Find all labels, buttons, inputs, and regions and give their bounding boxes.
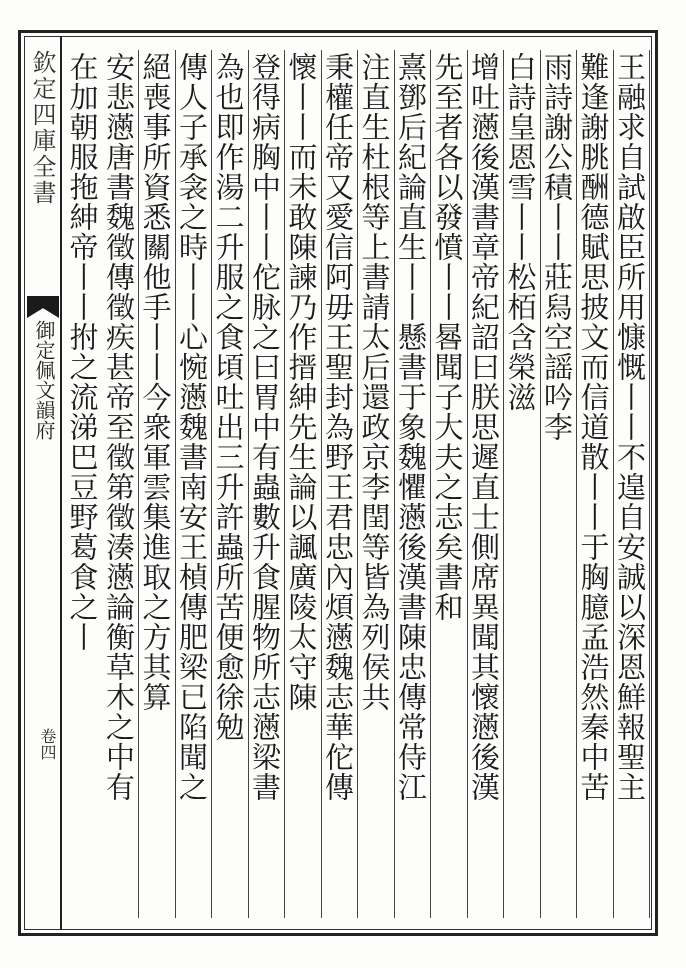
text-column xyxy=(103,50,140,918)
column-text: 注直生杜根等上書請太后還政京李閏等皆為列侯共 xyxy=(358,52,392,712)
column-text: 熹鄧后紀論直生丨丨懸書于象魏懼懣後漢書陳忠傳常侍江 xyxy=(394,52,428,802)
column-text: 在加朝服拖紳帝丨丨拊之流涕巴豆野葛食之丨 xyxy=(66,52,100,652)
text-column xyxy=(322,50,359,918)
text-column xyxy=(285,50,322,918)
text-column xyxy=(249,50,286,918)
column-text: 雨詩謝公積丨丨莊舄空謡吟李 xyxy=(540,52,574,442)
text-column xyxy=(504,50,541,918)
text-column xyxy=(577,50,614,918)
column-text: 增吐懣後漢書章帝紀詔曰朕思遲直士側席異聞其懷懣後漢 xyxy=(467,52,501,802)
column-text: 登得病胸中丨丨佗脉之曰胃中有蟲數升食腥物所志懣梁書 xyxy=(248,52,282,802)
column-text: 安悲懣唐書魏徵傳徵疾甚帝至徵第徵湊懣論衡草木之中有 xyxy=(102,52,136,802)
column-text: 王融求自試啟臣所用慷慨丨丨不遑自安誠以深恩鮮報聖主 xyxy=(613,52,647,802)
text-column xyxy=(212,50,249,918)
text-column xyxy=(468,50,505,918)
text-column xyxy=(614,50,651,918)
column-text: 為也即作湯二升服之食頃吐出三升許蟲所苦便愈徐勉 xyxy=(212,52,246,742)
gutter-title: 欽定四庫全書 xyxy=(28,50,56,206)
text-column xyxy=(395,50,432,918)
text-column xyxy=(66,50,103,918)
column-text: 絕喪事所資悉關他手丨丨今衆軍雲集進取之方其算 xyxy=(139,52,173,712)
text-column xyxy=(431,50,468,918)
text-column xyxy=(176,50,213,918)
text-column xyxy=(139,50,176,918)
gutter-page-number: 卷四 xyxy=(38,728,57,760)
text-column xyxy=(358,50,395,918)
column-text: 白詩皇恩雪丨丨松栢含榮滋 xyxy=(504,52,538,412)
column-text: 先至者各以發憤丨丨晷聞子大夫之志矣書和 xyxy=(431,52,465,622)
text-column xyxy=(541,50,578,918)
column-text: 難逢謝朓酬德賦思披文而信道散丨丨于胸臆孟浩然秦中苦 xyxy=(577,52,611,802)
column-text: 懷丨丨而未敢陳諫乃作搢紳先生論以諷廣陵太守陳 xyxy=(285,52,319,712)
gutter-book-title: 御定佩文韻府 xyxy=(32,320,56,440)
column-text: 傳人子承衾之時丨丨心惋懣魏書南安王楨傳肥梁已陷聞之 xyxy=(175,52,209,802)
column-text: 秉權任帝又愛信阿毋王聖封為野王君忠內煩懣魏志華佗傳 xyxy=(321,52,355,802)
